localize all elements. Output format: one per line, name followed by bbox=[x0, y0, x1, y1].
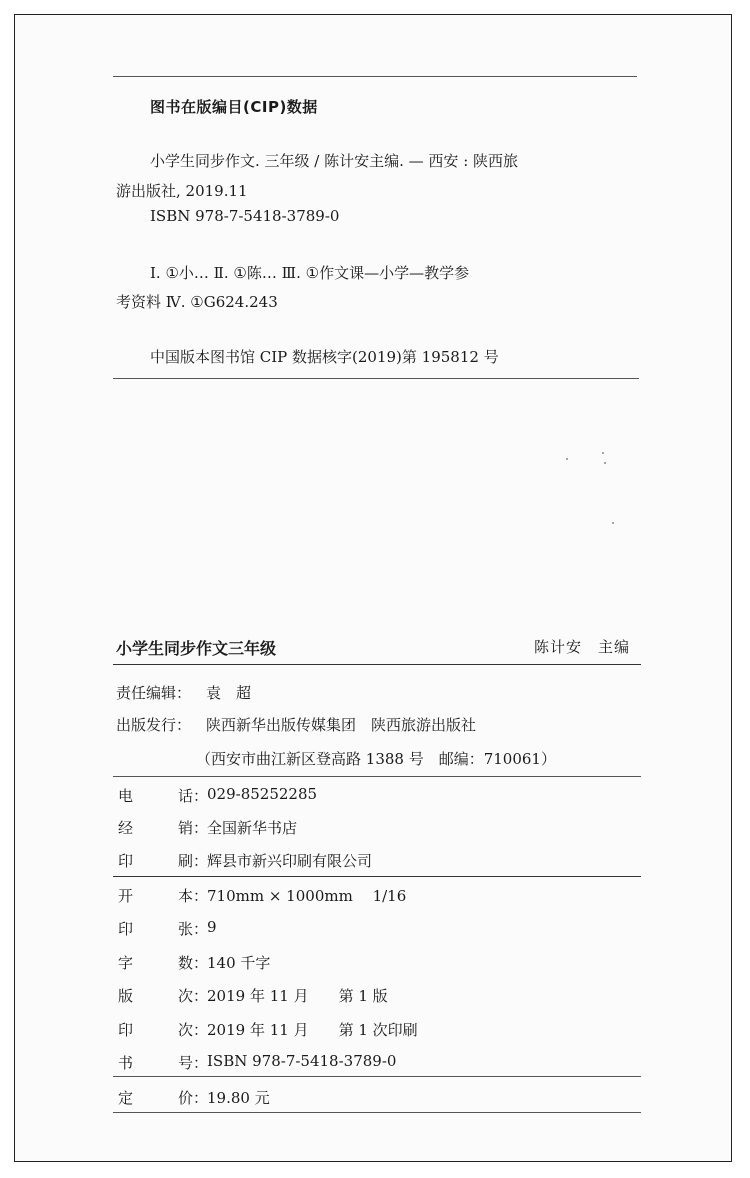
bottom-rule bbox=[113, 1112, 641, 1113]
row-value-wordcount: 140 千字 bbox=[207, 954, 271, 972]
editor-value: 袁 超 bbox=[206, 684, 252, 702]
row-value-sheets: 9 bbox=[207, 918, 217, 936]
paper-speck bbox=[612, 522, 614, 524]
row-label-edition-a: 版 bbox=[118, 987, 134, 1005]
row-label-sheets-a: 印 bbox=[118, 920, 134, 938]
row-label-printing-b: 次： bbox=[178, 1021, 209, 1039]
editor-label: 责任编辑： bbox=[116, 684, 192, 702]
row-value-printer: 辉县市新兴印刷有限公司 bbox=[207, 852, 373, 870]
row-label-phone-a: 电 bbox=[118, 787, 134, 805]
row-label-distributor-b: 销： bbox=[178, 819, 209, 837]
cip-isbn: ISBN 978-7-5418-3789-0 bbox=[150, 207, 340, 225]
row-label-printer-b: 刷： bbox=[178, 852, 209, 870]
paper-speck bbox=[566, 458, 568, 460]
cip-subject-line-1: Ⅰ. ①小… Ⅱ. ①陈… Ⅲ. ①作文课—小学—教学参 bbox=[150, 264, 470, 282]
row-label-phone-b: 话： bbox=[178, 787, 209, 805]
row-value-printing: 2019 年 11 月 第 1 次印刷 bbox=[207, 1021, 418, 1039]
row-value-phone: 029-85252285 bbox=[207, 785, 318, 803]
title-rule bbox=[113, 664, 641, 665]
publisher-address: （西安市曲江新区登高路 1388 号 邮编：710061） bbox=[196, 750, 556, 768]
row-label-format-b: 本： bbox=[178, 887, 209, 905]
row-label-sheets-b: 张： bbox=[178, 920, 209, 938]
row-value-distributor: 全国新华书店 bbox=[207, 819, 298, 837]
cip-description-line-1: 小学生同步作文. 三年级 / 陈计安主编. — 西安 : 陕西旅 bbox=[150, 152, 519, 170]
row-value-price: 19.80 元 bbox=[207, 1089, 270, 1107]
row-label-wordcount-a: 字 bbox=[118, 954, 134, 972]
row-value-edition: 2019 年 11 月 第 1 版 bbox=[207, 987, 388, 1005]
cip-top-rule bbox=[113, 76, 637, 77]
row-label-price-b: 价： bbox=[178, 1089, 209, 1107]
row-rule bbox=[113, 876, 641, 877]
cip-bottom-rule bbox=[113, 378, 639, 379]
row-label-edition-b: 次： bbox=[178, 987, 209, 1005]
row-label-printing-a: 印 bbox=[118, 1021, 134, 1039]
publisher-label: 出版发行： bbox=[116, 716, 192, 734]
paper-speck bbox=[604, 462, 606, 464]
cip-number: 中国版本图书馆 CIP 数据核字(2019)第 195812 号 bbox=[150, 348, 499, 366]
row-label-printer-a: 印 bbox=[118, 852, 134, 870]
publisher-value: 陕西新华出版传媒集团 陕西旅游出版社 bbox=[206, 716, 477, 734]
row-label-format-a: 开 bbox=[118, 887, 134, 905]
row-label-price-a: 定 bbox=[118, 1089, 134, 1107]
book-title: 小学生同步作文三年级 bbox=[116, 639, 277, 658]
cip-heading: 图书在版编目(CIP)数据 bbox=[150, 98, 318, 116]
row-value-format: 710mm × 1000mm 1/16 bbox=[207, 887, 407, 905]
row-label-isbn-b: 号： bbox=[178, 1054, 209, 1072]
cip-subject-line-2: 考资料 Ⅳ. ①G624.243 bbox=[116, 293, 278, 311]
row-value-isbn: ISBN 978-7-5418-3789-0 bbox=[207, 1052, 397, 1070]
cip-description-line-2: 游出版社, 2019.11 bbox=[116, 182, 248, 200]
row-rule bbox=[113, 776, 641, 777]
row-label-distributor-a: 经 bbox=[118, 819, 134, 837]
paper-speck bbox=[602, 452, 604, 454]
row-rule bbox=[113, 1076, 641, 1077]
book-author: 陈计安 主编 bbox=[534, 638, 631, 656]
row-label-wordcount-b: 数： bbox=[178, 954, 209, 972]
row-label-isbn-a: 书 bbox=[118, 1054, 134, 1072]
